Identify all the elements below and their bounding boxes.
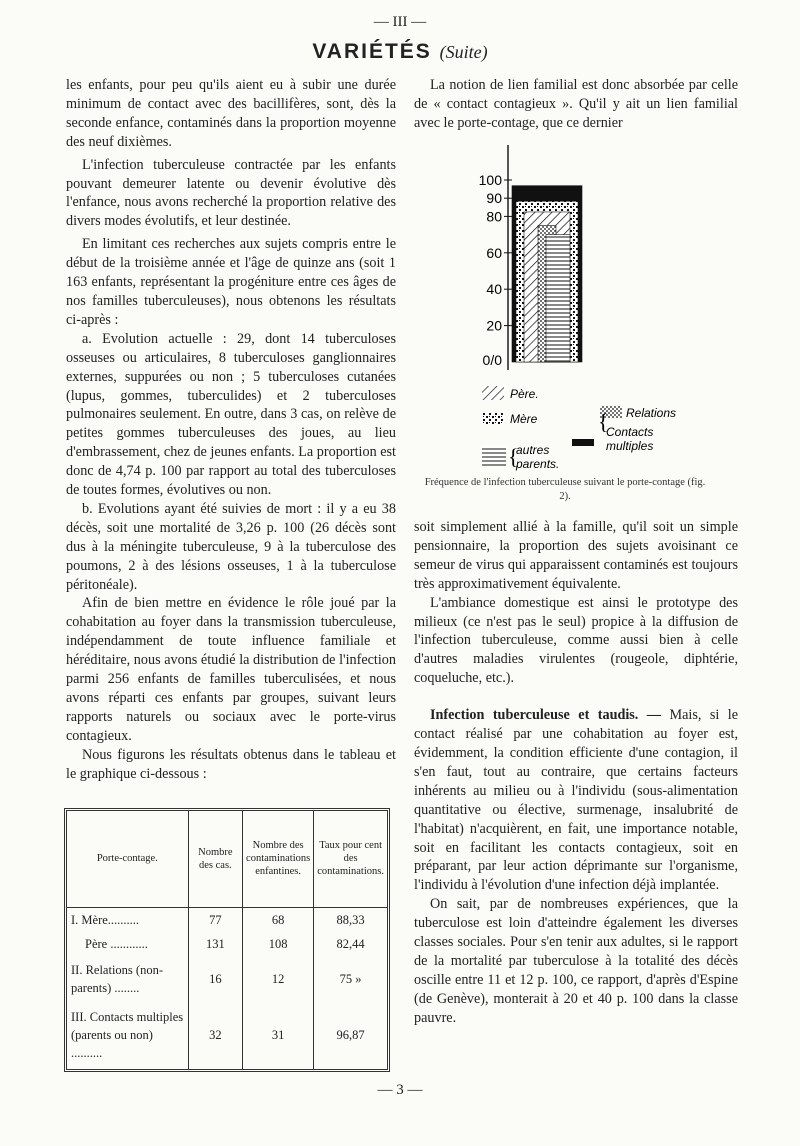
table-cell: I. Mère.......... xyxy=(71,912,140,927)
legend-label-contacts: Contacts xyxy=(606,425,654,439)
paragraph: L'ambiance domestique est ainsi le prototype des milieux (ce n'est pas le seul) propice à la diffusion de l'infection tuberculeuse, comme aussi bien à celle d'autres maladies virulentes (rougeole, diphtérie, coqueluche, etc.). xyxy=(414,594,738,687)
table-cell: 16 xyxy=(188,956,242,1002)
legend-label-autres: parents. xyxy=(516,457,560,471)
legend-swatch-mere xyxy=(482,412,504,424)
legend-swatch-pere xyxy=(482,386,504,400)
table-cell: 96,87 xyxy=(314,1002,387,1069)
table-cell: III. Contacts multiples (parents ou non) .......... xyxy=(71,1010,184,1061)
table-header: Taux pour cent des contaminations. xyxy=(314,811,387,907)
table-cell: 32 xyxy=(188,1002,242,1069)
paragraph: Afin de bien mettre en évidence le rôle joué par la cohabitation au foyer dans la transmission tuberculeuse, indépendamment de toute influence familiale et héréditaire, nous avons étudié la distribution de l'infection parmi 256 enfants de familles tuberculisées, et nous avons réparti ces enfants par groupes, suivant leurs rapports naturels ou sociaux avec le porte-virus contagieux. xyxy=(66,595,396,744)
legend-label-autres: autres xyxy=(516,443,550,457)
table-cell: 75 » xyxy=(314,956,387,1002)
table-cell: 31 xyxy=(243,1002,314,1069)
paragraph: soit simplement allié à la famille, qu'il soit un simple pensionnaire, la proportion des sujets avoisinant ce semeur de virus qui apparaissent contaminés est toujours très approximativement équivalente. xyxy=(414,519,738,592)
legend-swatch-contacts xyxy=(572,439,594,446)
y-tick-label: 90 xyxy=(486,190,502,207)
paragraph xyxy=(414,706,738,895)
table-cell: 77 xyxy=(188,907,242,932)
y-tick-label: 20 xyxy=(486,317,502,334)
y-tick-label: 0/0 xyxy=(482,352,502,368)
paragraph: En limitant ces recherches aux sujets compris entre le début de la troisième année et l'âge de quinze ans (soit 1 163 enfants, représentant la progéniture entre ces âges de nos familles tuberculeuses), nous obtenons les résultats ci-après : xyxy=(66,236,396,328)
table-row xyxy=(67,932,387,956)
table-cell: II. Relations (non-parents) ........ xyxy=(71,962,163,995)
paragraph: Nous figurons les résultats obtenus dans le tableau et le graphique ci-dessous : xyxy=(66,746,396,782)
subheading: Infection tuberculeuse et taudis. — xyxy=(430,707,661,724)
table-header: Nombre des cas. xyxy=(188,811,242,907)
right-column-bottom xyxy=(414,518,738,1028)
table-row xyxy=(67,956,387,1002)
table-cell: 12 xyxy=(243,956,314,1002)
section-title: VARIÉTÉS xyxy=(312,40,432,63)
section-heading xyxy=(220,40,580,64)
table-row xyxy=(67,907,387,932)
table-cell: 82,44 xyxy=(314,932,387,956)
legend-label-contacts: multiples xyxy=(606,439,654,453)
y-tick-label: 80 xyxy=(486,208,502,225)
table-row xyxy=(67,1002,387,1069)
left-column xyxy=(66,76,396,784)
paragraph-body: Mais, si le contact réalisé par une cohabitation au foyer est, évidemment, la condition efficiente d'une contagion, il s'en faut, tout au contraire, que certains facteurs inhérents au milieu ou à l'individu (sous-alimentation quantitative ou élective, surmenage, insalubrité de l'habitat) n'acquièrent, en fait, une importance notable, soit en facilitant les contacts contagieux, soit en préparant, par leur action déprimante sur l'organisme, l'individu à l'évolution d'une infection déjà implantée. xyxy=(414,707,739,894)
paragraph: L'infection tuberculeuse contractée par les enfants pouvant demeurer latente ou devenir évolutive dès l'enfance, nous avons recherché la proportion relative des divers modes évolutifs, et leur destinée. xyxy=(66,156,396,230)
paragraph: a. Evolution actuelle : 29, dont 14 tuberculoses osseuses ou articulaires, 8 tuberculoses ganglionnaires externes, suppurées ou non ; 5 tuberculoses cutanées (lupus, gommes, tuberculides) et 2 tuberculoses pulmonaires seulement. En outre, dans 3 cas, on relève de petites gommes tuberculeuses des joues, au lieu d'embrassement, chez de jeunes enfants. La proportion est donc de 4,74 p. 100 par rapport au total des tuberculoses de toutes formes, évolutives ou non. xyxy=(66,330,396,499)
section-suffix: (Suite) xyxy=(439,42,488,62)
right-column-top xyxy=(414,76,738,133)
table-header: Porte-contage. xyxy=(67,811,188,907)
bar-autres-parents xyxy=(546,235,570,362)
contamination-table xyxy=(64,808,390,1072)
y-tick-label: 60 xyxy=(486,244,502,261)
figure-caption: Fréquence de l'infection tuberculeuse suivant le porte-contage (fig. 2). xyxy=(424,477,706,502)
table-header: Nombre des contaminations enfantines. xyxy=(243,811,314,907)
legend-label-pere: Père. xyxy=(510,387,539,401)
legend-brace: { xyxy=(508,444,519,469)
y-tick-label: 100 xyxy=(478,172,502,188)
y-tick-label: 40 xyxy=(486,281,502,298)
legend-brace: { xyxy=(598,409,609,434)
legend-label-relations: Relations xyxy=(626,406,677,420)
table-cell: 68 xyxy=(243,907,314,932)
legend-label-mere: Mère xyxy=(510,412,538,426)
legend-swatch-autres xyxy=(482,446,506,466)
page-roman-numeral: — III — xyxy=(373,14,427,30)
frequency-chart xyxy=(420,140,720,475)
page-number: — 3 — xyxy=(377,1082,423,1098)
table-cell: Père ............ xyxy=(85,936,148,951)
table-cell: 88,33 xyxy=(314,907,387,932)
table-cell: 131 xyxy=(188,932,242,956)
paragraph: On sait, par de nombreuses expériences, que la tuberculose est loin d'atteindre également les diverses classes sociales. Pour s'en tenir aux adultes, si le rapport de la mortalité par tuberculose à la totalité des décès oscille entre 11 et 12 p. 100, ce rapport, d'après d'Espine (de Genève), monterait à 20 et 40 p. 100 dans la classe pauvre. xyxy=(414,896,738,1026)
paragraph: La notion de lien familial est donc absorbée par celle de « contact contagieux ». Qu'il y ait un lien familial avec le porte-contage, que ce dernier xyxy=(414,77,738,131)
paragraph: les enfants, pour peu qu'ils aient eu à subir une durée minimum de contact avec des bacillifères, sont, dès la seconde enfance, contaminés dans la proportion moyenne des neuf dixièmes. xyxy=(66,77,396,150)
paragraph: b. Evolutions ayant été suivies de mort : il y a eu 38 décès, soit une mortalité de 3,26 p. 100 (26 décès sont dus à la méningite tuberculeuse, 9 à la tuberculose des poumons, 2 à des lésions osseuses, 1 à la tuberculose péritonéale). xyxy=(66,500,396,593)
table-cell: 108 xyxy=(243,932,314,956)
